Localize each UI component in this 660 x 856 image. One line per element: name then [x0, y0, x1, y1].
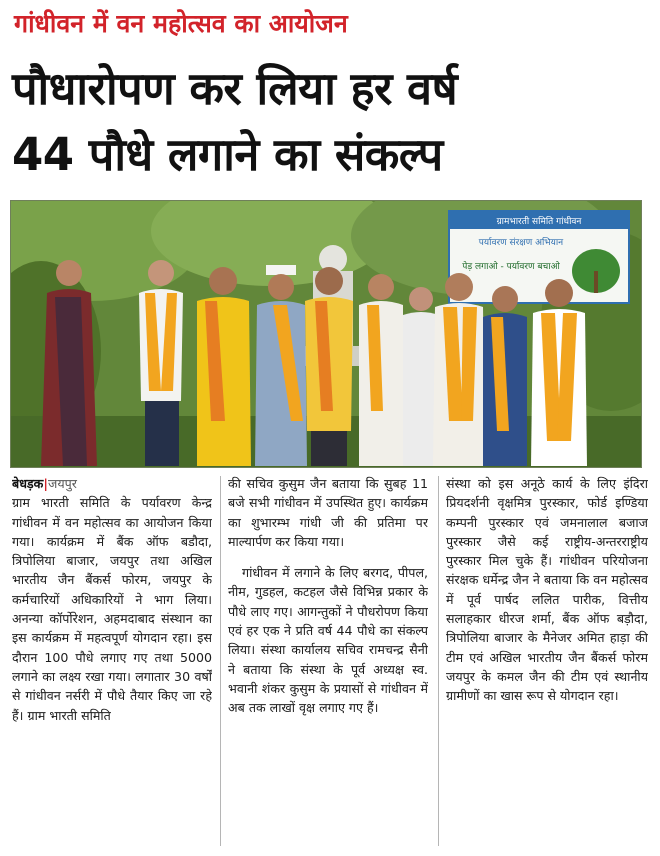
byline-separator: |: [43, 476, 48, 491]
column-divider: [220, 476, 221, 846]
column-3: [446, 474, 648, 852]
column-1-text: ग्राम भारती समिति के पर्यावरण केन्द्र गांधीवन में वन महोत्सव का आयोजन किया गया। कार्यक्रम में बैंक ऑफ बडौदा, त्रिपोलिया बाजार, जयपुर तथा अखिल भारतीय जैन बैंकर्स फोरम, जयपुर के कर्मचारियों अधिकारियों ने भाग लिया। अनन्या कॉर्पोरेशन, अहमदाबाद संस्थान का इस कार्यक्रम में महत्वपूर्ण योगदान रहा। इस दौरान 100 पौधे लगाए गए तथा 5000 लगाने का लक्ष्य रखा गया। लगातार 30 वर्षों से गांधीवन नर्सरी में पौधे तैयार किए जा रहे हैं। ग्राम भारती समिति: [12, 495, 212, 723]
column-1: [12, 474, 212, 852]
byline-city: जयपुर: [47, 476, 77, 491]
column-divider: [438, 476, 439, 846]
photo-illustration: [11, 201, 642, 468]
banner: [449, 211, 629, 303]
column-2-para-2: गांधीवन में लगाने के लिए बरगद, पीपल, नीम, गुडहल, कटहल जैसे विभिन्न प्रकार के पौधे लाए गए। आगन्तुकों ने पौधरोपण किया एवं हर एक ने प्रति वर्ष 44 पौधे का संकल्प लिया। संस्था कार्यालय सचिव रामचन्द्र सैनी ने बताया कि संस्था के पूर्व अध्यक्ष स्व. भवानी शंकर कुसुम के प्रयासों से गांधीवन में अब तक लाखों वृक्ष लगाए गए हैं।: [228, 565, 428, 716]
banner-line-3: पेड़ लगाओ - पर्यावरण बचाओ: [462, 262, 560, 272]
banner-line-2: पर्यावरण संरक्षण अभियान: [478, 238, 564, 248]
article-kicker: गांधीवन में वन महोत्सव का आयोजन: [14, 9, 348, 38]
article-headline: [12, 56, 652, 188]
byline-source: बेधड़क: [12, 476, 44, 491]
banner-line-1: ग्रामभारती समिति गांधीवन: [496, 217, 582, 227]
column-3-text: संस्था को इस अनूठे कार्य के लिए इंदिरा प्रियदर्शनी वृक्षमित्र पुरस्कार, फोर्ड इण्डिया कम्पनी पुरस्कार एवं जमनालाल बजाज पुरस्कार जैसे कई राष्ट्रीय-अन्तरराष्ट्रीय पुरस्कार मिल चुके हैं। गांधीवन परियोजना संरक्षक धर्मेन्द्र जैन ने बताया कि वन महोत्सव में पूर्व पार्षद ललित पारीक, वित्तीय सलाहकार धीरज शर्मा, बैंक ऑफ बड़ौदा, त्रिपोलिया बाजार के मैनेजर अमित हाड़ा की टीम एवं अखिल भारतीय जैन बैंकर्स फोरम जयपुर के कमल जैन की टीम एवं स्थानीय ग्रामीणों का खास रूप से योगदान रहा।: [446, 476, 648, 704]
headline-line-2: 44 पौधे लगाने का संकल्प: [12, 128, 443, 181]
headline-line-1: पौधारोपण कर लिया हर वर्ष: [12, 62, 458, 115]
article-photo: [10, 200, 642, 468]
article-body: [12, 474, 648, 854]
column-2-para-1: की सचिव कुसुम जैन बताया कि सुबह 11 बजे सभी गांधीवन में उपस्थित हुए। कार्यक्रम का शुभारम्भ गांधी जी की प्रतिमा पर माल्यार्पण कर किया गया।: [228, 476, 428, 549]
column-2: [228, 474, 428, 852]
